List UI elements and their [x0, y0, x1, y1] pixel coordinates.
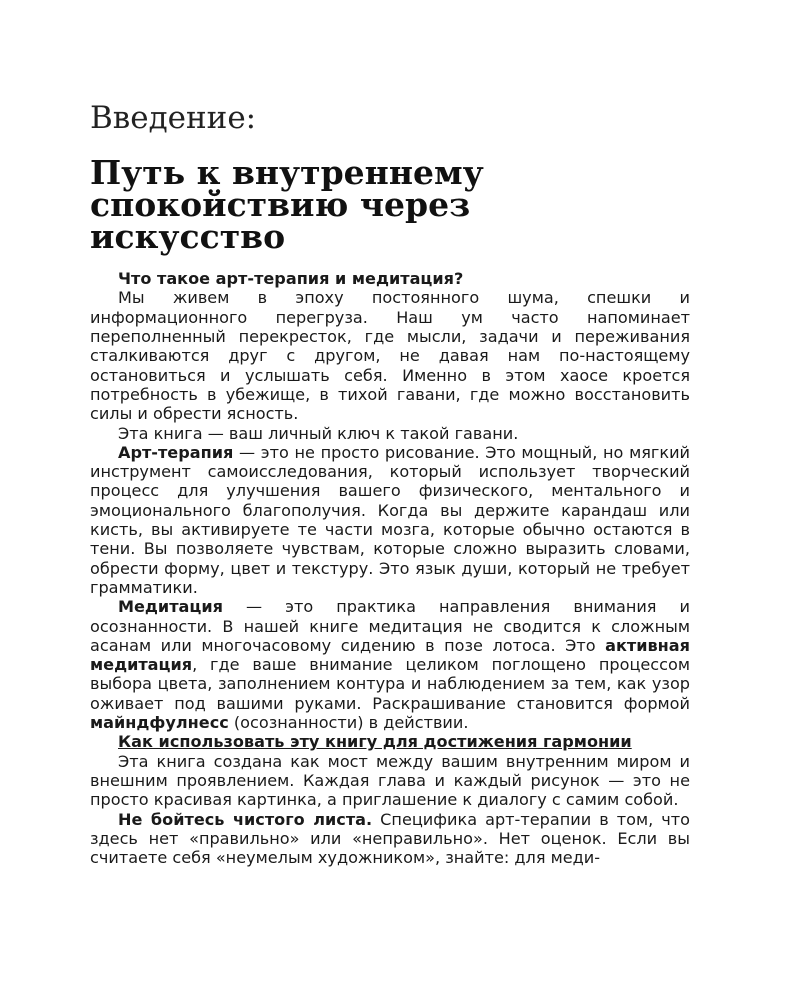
paragraph-blank-sheet — [90, 810, 690, 868]
paragraph-meditation — [90, 597, 690, 732]
paragraph-art-therapy — [90, 443, 690, 597]
paragraph-intro: Мы живем в эпоху постоянного шума, спешки и информационного перегруза. Наш ум часто напоминает переполненный перекресток, где мысли, задачи и переживания сталкиваются друг с другом, не давая нам по-настоящему остановиться и услышать себя. Именно в этом хаосе кроется потребность в убежище, в тихой гавани, где можно восстановить силы и обрести ясность. — [90, 288, 690, 424]
section-heading-how-to-use-text: Как использовать эту книгу для достижения гармонии — [118, 732, 632, 752]
paragraph-key: Эта книга — ваш личный ключ к такой гавани. — [118, 423, 519, 443]
meditation-text-c: (осознанности) в действии. — [228, 713, 469, 733]
meditation-text-b: , где ваше внимание целиком поглощено процессом выбора цвета, заполнением контура и наблюдением за тем, как узор оживает под вашими руками. Раскрашивание становится формой — [90, 655, 690, 713]
chapter-title-line-1: Путь к внутреннему — [90, 153, 484, 193]
chapter-title-line-2: спокойствию через — [90, 185, 471, 225]
section-heading-how-to-use — [90, 732, 690, 751]
chapter-title — [90, 153, 690, 257]
term-mindfulness: майндфулнесс — [90, 713, 229, 733]
term-meditation: Медитация — [118, 597, 223, 617]
art-therapy-text: — это не просто рисование. Это мощный, но мягкий инструмент самоисследования, который использует творческий процесс для улучшения вашего физического, ментального и эмоционального благополучия. Когда вы держите карандаш или кисть, вы активируете те части мозга, которые обычно остаются в тени. Вы позволяете чувствам, которые сложно выразить словами, обрести форму, цвет и текстуру. Это язык души, который не требует грамматики. — [90, 442, 690, 597]
body-text — [90, 269, 690, 867]
paragraph-bridge: Эта книга создана как мост между вашим внутренним миром и внешним проявлением. Каждая глава и каждый рисунок — это не просто красивая картинка, а приглашение к диалогу с самим собой. — [90, 751, 690, 810]
term-active-meditation: активная медитация — [90, 635, 690, 675]
term-art-therapy: Арт-терапия — [118, 442, 234, 462]
intro-label: Введение: — [90, 100, 257, 136]
chapter-title-line-3: искусство — [90, 217, 286, 257]
book-page — [90, 100, 690, 867]
section-heading-what-is: Что такое арт-терапия и медитация? — [118, 269, 464, 289]
blank-sheet-text: Специфика арт-терапии в том, что здесь нет «правильно» или «неправильно». Нет оценок. Если вы считаете себя «неумелым художником», знайте: для меди- — [90, 809, 690, 868]
term-blank-sheet: Не бойтесь чистого листа. — [118, 809, 373, 829]
meditation-text-a: — это практика направления внимания и осознанности. В нашей книге медитация не сводится к сложным асанам или многочасовому сидению в позе лотоса. Это — [90, 597, 690, 655]
